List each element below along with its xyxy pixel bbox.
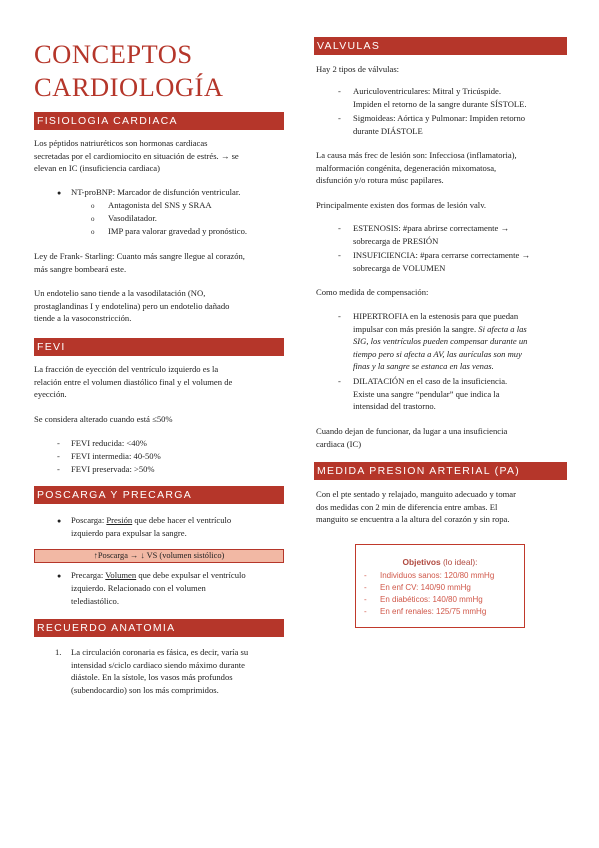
section-header-valvulas: VALVULAS xyxy=(314,37,567,55)
text-line: Con el pte sentado y relajado, manguito adecuado y tomar xyxy=(316,489,516,499)
section-header-fevi: FEVI xyxy=(34,338,284,356)
text-line: Ley de Frank- Starling: Cuanto más sangre llegue al corazón, xyxy=(34,251,245,261)
sub-bullet-marker: o xyxy=(91,215,95,223)
text-line: disfunción y/o rotura músc papilares. xyxy=(316,175,444,186)
text-span: Objetivos xyxy=(402,557,441,567)
text-line: dos medidas con 2 min de diferencia entre ambas. El xyxy=(316,501,498,512)
formas-text: Principalmente existen dos formas de lesión valv. xyxy=(316,200,487,210)
text-span: En diabéticos: 140/80 mmHg xyxy=(380,595,483,604)
bullet-marker: ● xyxy=(57,572,62,580)
anatomia-text xyxy=(71,646,291,696)
text-line: HIPERTROFIA en la estenosis para que puedan xyxy=(353,311,519,321)
text-line: intensidad s/ciclo cardiaco siendo máximo durante xyxy=(71,659,245,670)
text-span: que debe hacer el ventrículo xyxy=(132,515,232,525)
fevi-item: FEVI reducida: <40% xyxy=(71,438,147,448)
objetivo-item xyxy=(364,582,471,594)
fisiologia-intro xyxy=(34,137,286,175)
endotelio-text xyxy=(34,287,286,325)
text-line: sobrecarga de PRESIÓN xyxy=(353,235,439,246)
text-line: La fracción de eyección del ventrículo izquierdo es la xyxy=(34,364,219,374)
av-item xyxy=(353,85,573,110)
objetivo-item xyxy=(364,594,483,606)
sub-item: Vasodilatador. xyxy=(108,213,157,223)
pa-text xyxy=(316,488,571,526)
text-line: malformación congénita, degeneración mixomatosa, xyxy=(316,162,497,173)
dash-marker: - xyxy=(364,595,367,604)
page-title xyxy=(34,38,284,104)
text-line: durante DIÁSTOLE xyxy=(353,125,423,136)
dash-marker: - xyxy=(338,311,341,321)
text-span: Poscarga: xyxy=(71,515,107,525)
fallo-text xyxy=(316,425,571,450)
text-line: diástole. En la sístole, los vasos más profundos xyxy=(71,672,233,683)
sub-bullet-marker: o xyxy=(91,202,95,210)
text-line: relación entre el volumen diastólico final y el volumen de xyxy=(34,376,233,387)
poscarga-item xyxy=(71,514,231,527)
text-line: tiempo pero si afecta a AV, las aurículas son muy xyxy=(353,348,522,359)
dilatacion-item xyxy=(353,375,573,413)
text-line: Existe una sangre “pendular” que indica la xyxy=(353,388,500,399)
text-line: ESTENOSIS: #para abrirse correctamente → xyxy=(353,223,510,233)
precarga-item-cont: telediastólico. xyxy=(71,596,119,606)
section-header-pa: MEDIDA PRESION ARTERIAL (PA) xyxy=(314,462,567,480)
dash-marker: - xyxy=(338,86,341,96)
text-line: finas y la sangre se estanca en las venas. xyxy=(353,361,494,372)
estenosis-item xyxy=(353,222,573,247)
objetivo-item xyxy=(364,570,494,582)
text-span: En enf CV: 140/90 mmHg xyxy=(380,583,471,592)
dash-marker: - xyxy=(338,223,341,233)
text-line: manguito se encuentra a la altura del corazón y sin ropa. xyxy=(316,514,510,525)
poscarga-item-cont: izquierdo para expulsar la sangre. xyxy=(71,528,187,538)
objetivos-title xyxy=(356,557,524,567)
text-line xyxy=(353,323,573,336)
bullet-marker: ● xyxy=(57,189,62,197)
objetivos-box xyxy=(355,544,525,628)
dash-marker: - xyxy=(338,376,341,386)
list-number: 1. xyxy=(55,647,62,657)
text-line: Sigmoideas: Aórtica y Pulmonar: Impiden retorno xyxy=(353,113,526,123)
text-line: tiende a la vasoconstricción. xyxy=(34,313,132,324)
ntprobnp-item: NT-proBNP: Marcador de disfunción ventricular. xyxy=(71,187,241,197)
dash-marker: - xyxy=(57,464,60,474)
dash-marker: - xyxy=(364,607,367,616)
text-span: En enf renales: 125/75 mmHg xyxy=(380,607,487,616)
sig-item xyxy=(353,112,573,137)
hipertrofia-item xyxy=(353,310,573,373)
text-line: La circulación coronaria es fásica, es decir, varía su xyxy=(71,647,249,657)
bullet-marker: ● xyxy=(57,517,62,525)
fevi-item: FEVI intermedia: 40-50% xyxy=(71,451,161,461)
text-line: DILATACIÓN en el caso de la insuficiencia. xyxy=(353,376,508,386)
text-span: Presión xyxy=(106,515,133,525)
fevi-item: FEVI preservada: >50% xyxy=(71,464,155,474)
title-line-2: CARDIOLOGÍA xyxy=(34,72,224,102)
fevi-intro xyxy=(34,363,286,401)
text-span: Precarga: xyxy=(71,570,106,580)
sub-bullet-marker: o xyxy=(91,228,95,236)
text-line: intensidad del trastorno. xyxy=(353,401,436,412)
section-header-poscarga: POSCARGA Y PRECARGA xyxy=(34,486,284,504)
dash-marker: - xyxy=(57,438,60,448)
objetivo-item xyxy=(364,606,486,618)
text-line: SIG, los ventrículos pueden compensar durante un xyxy=(353,336,528,347)
text-line: prostaglandinas I y endotelina) pero un endotelio dañado xyxy=(34,300,230,311)
text-span: Si afecta a las xyxy=(478,323,527,334)
text-line: eyección. xyxy=(34,389,67,400)
valvulas-intro: Hay 2 tipos de válvulas: xyxy=(316,64,400,74)
text-line: La causa más frec de lesión son: Infecciosa (inflamatoria), xyxy=(316,150,517,160)
frank-starling-text xyxy=(34,250,286,275)
text-span: impulsar con más presión la sangre. xyxy=(353,323,479,334)
title-line-1: CONCEPTOS xyxy=(34,39,193,69)
text-line: Cuando dejan de funcionar, da lugar a una insuficiencia xyxy=(316,426,508,436)
text-line: elevan en IC (insuficiencia cardiaca) xyxy=(34,163,160,174)
text-line: cardiaca (IC) xyxy=(316,438,362,449)
text-line: Impiden el retorno de la sangre durante SÍSTOLE. xyxy=(353,98,527,109)
sub-item: IMP para valorar gravedad y pronóstico. xyxy=(108,226,248,236)
text-line: sobrecarga de VOLUMEN xyxy=(353,262,446,273)
dash-marker: - xyxy=(364,571,367,580)
text-line: Un endotelio sano tiende a la vasodilatación (NO, xyxy=(34,288,206,298)
text-line: secretadas por el cardiomiocito en situación de estrés. → se xyxy=(34,150,239,161)
text-line: Auriculoventriculares: Mitral y Tricúspide. xyxy=(353,86,501,96)
dash-marker: - xyxy=(338,113,341,123)
text-line: Los péptidos natriuréticos son hormonas cardiacas xyxy=(34,138,208,148)
text-span: Volumen xyxy=(105,570,137,580)
dash-marker: - xyxy=(364,583,367,592)
dash-marker: - xyxy=(57,451,60,461)
sub-item: Antagonista del SNS y SRAA xyxy=(108,200,212,210)
text-line: más sangre bombeará este. xyxy=(34,263,127,274)
text-line: INSUFICIENCIA: #para cerrarse correctamente → xyxy=(353,250,531,260)
precarga-item xyxy=(71,569,246,582)
fevi-threshold: Se considera alterado cuando está ≤50% xyxy=(34,414,173,424)
text-span: (lo ideal): xyxy=(440,557,478,567)
section-header-fisiologia: FISIOLOGIA CARDIACA xyxy=(34,112,284,130)
precarga-item-cont: izquierdo. Relacionado con el volumen xyxy=(71,583,206,593)
causa-text xyxy=(316,149,571,187)
section-header-anatomia: RECUERDO ANATOMIA xyxy=(34,619,284,637)
compensacion-text: Como medida de compensación: xyxy=(316,287,429,297)
poscarga-formula-box: ↑Poscarga → ↓ VS (volumen sistólico) xyxy=(34,549,284,563)
text-span: que debe expulsar el ventrículo xyxy=(136,570,246,580)
text-span: Individuos sanos: 120/80 mmHg xyxy=(380,571,495,580)
text-line: (subendocardio) son los más comprimidos. xyxy=(71,684,219,695)
insuficiencia-item xyxy=(353,249,573,274)
dash-marker: - xyxy=(338,250,341,260)
